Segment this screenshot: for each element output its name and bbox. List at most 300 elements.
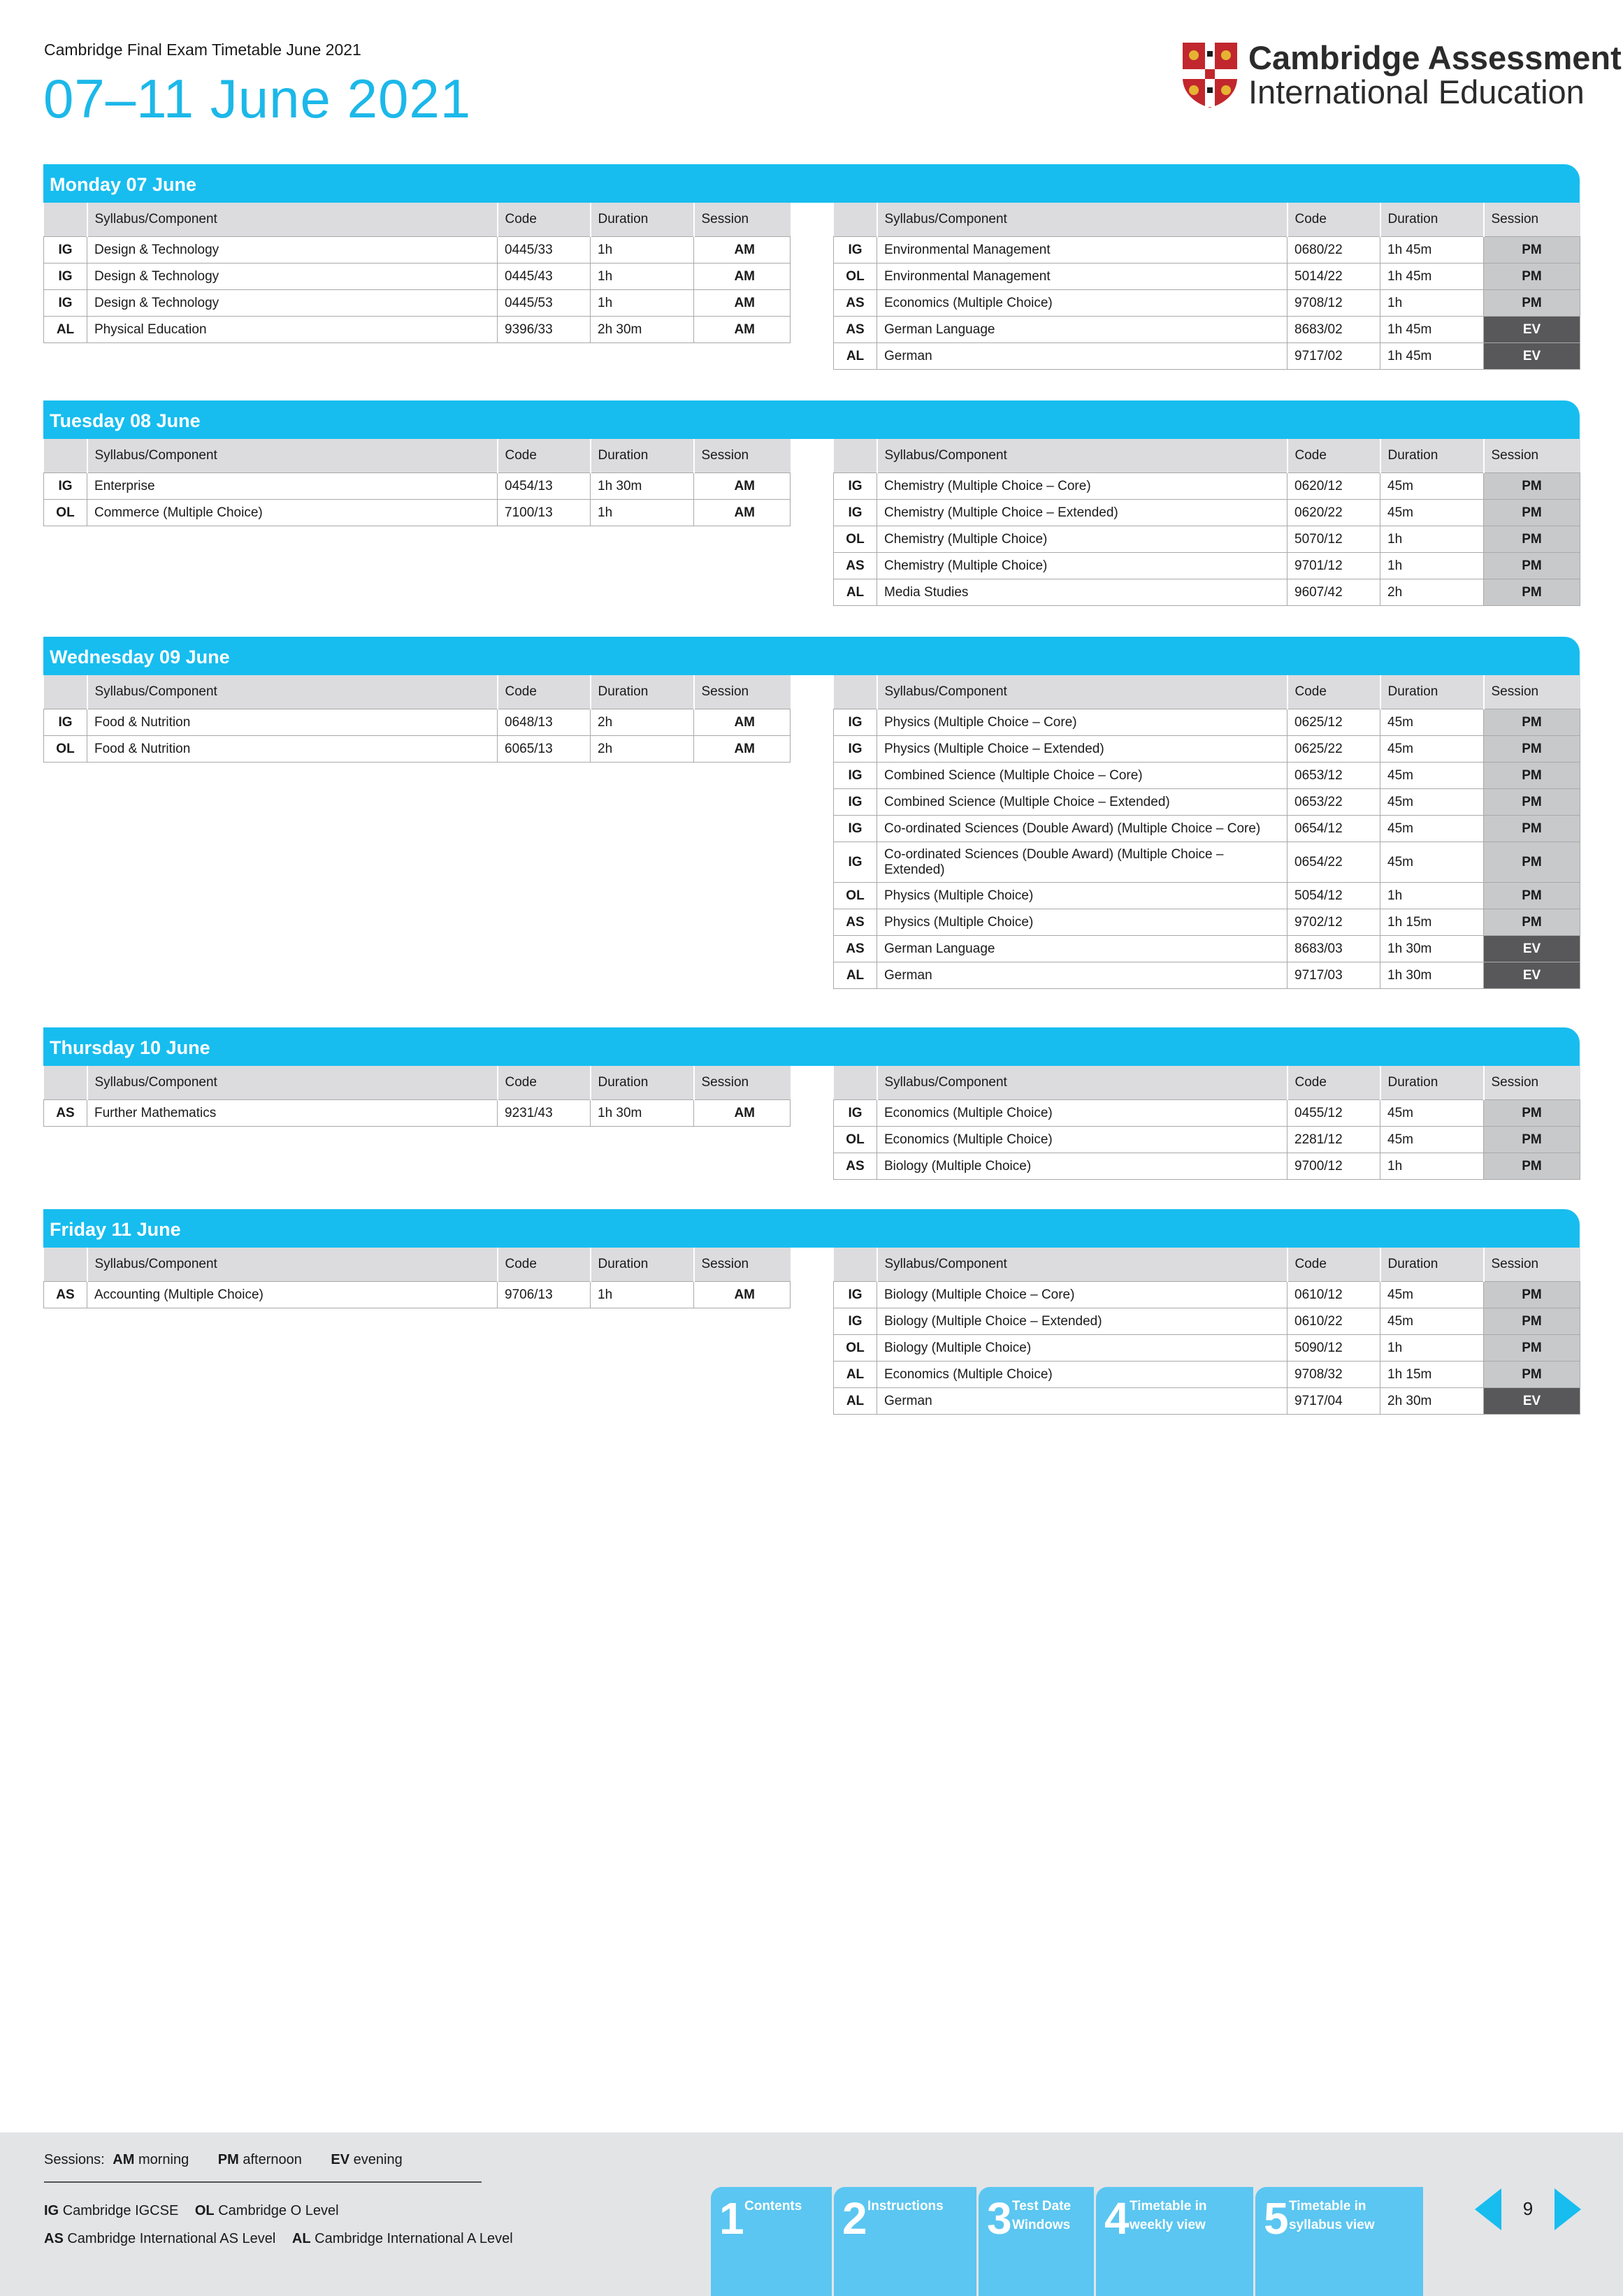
sessions-legend — [44, 2152, 428, 2168]
left-session-table — [43, 439, 791, 526]
right-session-table — [833, 675, 1580, 989]
table-row — [834, 290, 1580, 317]
session-badge: PM — [1484, 1127, 1580, 1153]
duration: 2h — [1380, 579, 1484, 606]
duration: 1h 30m — [591, 1100, 694, 1127]
column-header: Code — [498, 675, 591, 709]
column-header — [44, 1248, 87, 1282]
day-block — [43, 637, 1580, 983]
qual-as: AS Cambridge International AS Level — [44, 2231, 276, 2246]
duration: 2h 30m — [1380, 1388, 1484, 1415]
qualification-code: IG — [834, 1282, 877, 1308]
table-row — [834, 237, 1580, 263]
day-block — [43, 400, 1580, 600]
session-badge: AM — [694, 473, 791, 500]
left-session-table — [43, 203, 791, 343]
table-row — [44, 473, 791, 500]
session-badge: PM — [1484, 883, 1580, 909]
column-header: Syllabus/Component — [877, 1066, 1287, 1100]
qualification-code: IG — [834, 473, 877, 500]
table-row — [44, 709, 791, 736]
syllabus-name: German — [877, 343, 1287, 370]
duration: 2h — [591, 736, 694, 763]
syllabus-code: 8683/02 — [1287, 317, 1380, 343]
page-number: 9 — [1522, 2198, 1534, 2219]
table-row — [834, 263, 1580, 290]
duration: 45m — [1380, 1282, 1484, 1308]
duration: 45m — [1380, 709, 1484, 736]
session-badge: PM — [1484, 237, 1580, 263]
day-block — [43, 164, 1580, 363]
session-badge: AM — [694, 263, 791, 290]
duration: 1h 15m — [1380, 1362, 1484, 1388]
syllabus-code: 5090/12 — [1287, 1335, 1380, 1362]
column-header — [834, 203, 877, 237]
column-header: Session — [694, 1066, 791, 1100]
logo-line1: Cambridge Assessment — [1248, 39, 1622, 76]
syllabus-code: 0445/43 — [498, 263, 591, 290]
session-badge: PM — [1484, 736, 1580, 763]
qualification-code: OL — [834, 526, 877, 553]
nav-tab-contents[interactable] — [711, 2187, 832, 2296]
syllabus-code: 0610/22 — [1287, 1308, 1380, 1335]
qualification-code: IG — [834, 816, 877, 842]
session-badge: PM — [1484, 1308, 1580, 1335]
qualification-code: OL — [44, 500, 87, 526]
nav-tab-instructions[interactable] — [834, 2187, 976, 2296]
table-row — [834, 500, 1580, 526]
table-header-row — [44, 1248, 791, 1282]
table-row — [834, 736, 1580, 763]
qualification-code: IG — [44, 263, 87, 290]
table-row — [834, 763, 1580, 789]
qualification-code: AS — [44, 1282, 87, 1308]
logo — [1181, 41, 1622, 109]
column-header: Syllabus/Component — [877, 439, 1287, 473]
syllabus-name: Physics (Multiple Choice – Core) — [877, 709, 1287, 736]
qualification-code: IG — [834, 1100, 877, 1127]
qualification-code: AS — [834, 1153, 877, 1180]
column-header: Syllabus/Component — [87, 203, 498, 237]
nav-tab-label: Timetable in weekly view — [1130, 2199, 1207, 2232]
syllabus-code: 0653/22 — [1287, 789, 1380, 816]
column-header — [44, 675, 87, 709]
syllabus-code: 7100/13 — [498, 500, 591, 526]
column-header — [834, 1248, 877, 1282]
column-header: Code — [1287, 1248, 1380, 1282]
qualification-code: IG — [44, 290, 87, 317]
right-session-table — [833, 1066, 1580, 1180]
duration: 1h — [1380, 883, 1484, 909]
session-badge: PM — [1484, 263, 1580, 290]
duration: 1h — [1380, 526, 1484, 553]
column-header: Code — [1287, 675, 1380, 709]
qualification-code: AS — [834, 553, 877, 579]
syllabus-name: Physical Education — [87, 317, 498, 343]
session-badge: PM — [1484, 553, 1580, 579]
session-badge: PM — [1484, 709, 1580, 736]
column-header: Syllabus/Component — [877, 203, 1287, 237]
column-header: Session — [1484, 203, 1580, 237]
duration: 1h — [591, 263, 694, 290]
syllabus-code: 0654/22 — [1287, 842, 1380, 883]
syllabus-name: Biology (Multiple Choice – Extended) — [877, 1308, 1287, 1335]
syllabus-name: Combined Science (Multiple Choice – Core) — [877, 763, 1287, 789]
session-badge: PM — [1484, 290, 1580, 317]
syllabus-name: Environmental Management — [877, 237, 1287, 263]
left-session-table — [43, 1248, 791, 1308]
syllabus-code: 9701/12 — [1287, 553, 1380, 579]
qualification-code: OL — [44, 736, 87, 763]
duration: 1h 30m — [1380, 936, 1484, 962]
column-header — [44, 1066, 87, 1100]
table-row — [834, 1388, 1580, 1415]
session-badge: EV — [1484, 317, 1580, 343]
qual-al: AL Cambridge International A Level — [291, 2231, 513, 2246]
table-row — [834, 1153, 1580, 1180]
footer — [0, 2132, 1623, 2296]
column-header: Duration — [1380, 1066, 1484, 1100]
duration: 1h — [591, 290, 694, 317]
syllabus-name: Chemistry (Multiple Choice) — [877, 553, 1287, 579]
cambridge-shield-icon — [1181, 41, 1239, 108]
qualification-code: AL — [834, 1362, 877, 1388]
qualification-code: IG — [44, 709, 87, 736]
syllabus-code: 9231/43 — [498, 1100, 591, 1127]
session-badge: PM — [1484, 500, 1580, 526]
nav-tab-number: 5 — [1264, 2193, 1289, 2244]
qualification-code: IG — [834, 736, 877, 763]
syllabus-code: 0654/12 — [1287, 816, 1380, 842]
qualification-code: OL — [834, 263, 877, 290]
qualification-code: AL — [834, 1388, 877, 1415]
nav-tab-test-date-windows[interactable] — [979, 2187, 1094, 2296]
table-row — [44, 263, 791, 290]
session-badge: PM — [1484, 1153, 1580, 1180]
table-row — [44, 290, 791, 317]
session-badge: AM — [694, 1100, 791, 1127]
table-row — [834, 1308, 1580, 1335]
table-row — [44, 1100, 791, 1127]
table-header-row — [44, 675, 791, 709]
session-ev: EV evening — [331, 2152, 403, 2167]
syllabus-code: 9717/04 — [1287, 1388, 1380, 1415]
table-row — [834, 842, 1580, 883]
duration: 45m — [1380, 473, 1484, 500]
qualification-code: OL — [834, 1127, 877, 1153]
syllabus-name: German Language — [877, 936, 1287, 962]
session-badge: PM — [1484, 579, 1580, 606]
column-header: Code — [498, 203, 591, 237]
column-header — [44, 203, 87, 237]
column-header: Session — [694, 203, 791, 237]
syllabus-code: 0620/22 — [1287, 500, 1380, 526]
nav-tab-number: 4 — [1104, 2193, 1130, 2244]
column-header: Duration — [591, 439, 694, 473]
duration: 2h — [591, 709, 694, 736]
syllabus-name: Food & Nutrition — [87, 709, 498, 736]
column-header: Duration — [1380, 439, 1484, 473]
column-header: Duration — [1380, 203, 1484, 237]
qualification-code: IG — [834, 1308, 877, 1335]
session-pm: PM afternoon — [217, 2152, 302, 2167]
column-header: Syllabus/Component — [87, 1248, 498, 1282]
qualification-code: AL — [834, 343, 877, 370]
syllabus-name: Enterprise — [87, 473, 498, 500]
syllabus-code: 9717/03 — [1287, 962, 1380, 989]
session-badge: PM — [1484, 842, 1580, 883]
session-badge: PM — [1484, 909, 1580, 936]
qualification-code: IG — [834, 237, 877, 263]
duration: 1h 15m — [1380, 909, 1484, 936]
syllabus-name: Co-ordinated Sciences (Double Award) (Multiple Choice – Core) — [877, 816, 1287, 842]
table-row — [834, 962, 1580, 989]
session-badge: AM — [694, 237, 791, 263]
qualification-code: AL — [44, 317, 87, 343]
syllabus-name: Economics (Multiple Choice) — [877, 1362, 1287, 1388]
table-header-row — [834, 439, 1580, 473]
table-row — [44, 1282, 791, 1308]
column-header: Duration — [1380, 1248, 1484, 1282]
day-header: Wednesday 09 June — [43, 637, 1580, 675]
table-header-row — [834, 1248, 1580, 1282]
session-am: AM morning — [113, 2152, 189, 2167]
table-row — [834, 1335, 1580, 1362]
qual-ol: OL Cambridge O Level — [194, 2203, 339, 2218]
table-header-row — [44, 203, 791, 237]
table-row — [44, 237, 791, 263]
duration: 1h — [1380, 290, 1484, 317]
day-header: Friday 11 June — [43, 1209, 1580, 1248]
table-header-row — [834, 203, 1580, 237]
column-header — [834, 675, 877, 709]
duration: 1h 45m — [1380, 237, 1484, 263]
column-header: Syllabus/Component — [877, 1248, 1287, 1282]
sessions-label: Sessions: — [44, 2152, 105, 2167]
syllabus-name: Media Studies — [877, 579, 1287, 606]
table-header-row — [834, 1066, 1580, 1100]
session-badge: PM — [1484, 816, 1580, 842]
day-block — [43, 1027, 1580, 1174]
syllabus-code: 5014/22 — [1287, 263, 1380, 290]
session-badge: EV — [1484, 936, 1580, 962]
session-badge: EV — [1484, 343, 1580, 370]
column-header: Code — [1287, 203, 1380, 237]
column-header: Session — [1484, 675, 1580, 709]
table-row — [834, 1100, 1580, 1127]
session-badge: PM — [1484, 1335, 1580, 1362]
syllabus-name: Economics (Multiple Choice) — [877, 290, 1287, 317]
syllabus-code: 9706/13 — [498, 1282, 591, 1308]
syllabus-name: Environmental Management — [877, 263, 1287, 290]
duration: 1h 45m — [1380, 263, 1484, 290]
session-badge: AM — [694, 500, 791, 526]
table-row — [834, 317, 1580, 343]
nav-tab-weekly-view[interactable] — [1096, 2187, 1253, 2296]
column-header: Syllabus/Component — [877, 675, 1287, 709]
column-header: Syllabus/Component — [87, 1066, 498, 1100]
session-badge: EV — [1484, 1388, 1580, 1415]
qualification-code: IG — [44, 473, 87, 500]
day-block — [43, 1209, 1580, 1408]
syllabus-code: 0454/13 — [498, 473, 591, 500]
syllabus-name: Commerce (Multiple Choice) — [87, 500, 498, 526]
table-row — [834, 473, 1580, 500]
duration: 1h — [1380, 553, 1484, 579]
syllabus-code: 9717/02 — [1287, 343, 1380, 370]
qualification-code: OL — [834, 1335, 877, 1362]
section-nav — [711, 2187, 1425, 2296]
column-header: Session — [1484, 1248, 1580, 1282]
duration: 45m — [1380, 763, 1484, 789]
syllabus-name: Design & Technology — [87, 237, 498, 263]
table-header-row — [44, 439, 791, 473]
qual-ig: IG Cambridge IGCSE — [44, 2203, 179, 2218]
nav-tab-label: Contents — [744, 2199, 802, 2214]
day-header: Monday 07 June — [43, 164, 1580, 203]
syllabus-name: Further Mathematics — [87, 1100, 498, 1127]
syllabus-code: 0620/12 — [1287, 473, 1380, 500]
syllabus-code: 0445/33 — [498, 237, 591, 263]
syllabus-code: 0610/12 — [1287, 1282, 1380, 1308]
column-header: Session — [1484, 439, 1580, 473]
nav-tab-number: 1 — [719, 2193, 744, 2244]
qualification-code: OL — [834, 883, 877, 909]
duration: 45m — [1380, 816, 1484, 842]
triangle-right-icon[interactable] — [1555, 2188, 1581, 2230]
syllabus-name: Co-ordinated Sciences (Double Award) (Multiple Choice – Extended) — [877, 842, 1287, 883]
column-header: Code — [1287, 1066, 1380, 1100]
column-header: Code — [1287, 439, 1380, 473]
syllabus-name: Economics (Multiple Choice) — [877, 1127, 1287, 1153]
syllabus-name: Physics (Multiple Choice) — [877, 909, 1287, 936]
right-session-table — [833, 203, 1580, 370]
column-header — [44, 439, 87, 473]
table-row — [834, 1282, 1580, 1308]
duration: 1h — [591, 1282, 694, 1308]
pager — [1475, 2188, 1580, 2230]
duration: 1h 30m — [591, 473, 694, 500]
qualification-code: IG — [834, 500, 877, 526]
qualification-code: AL — [834, 579, 877, 606]
table-row — [834, 709, 1580, 736]
qualification-code: AL — [834, 962, 877, 989]
table-row — [44, 736, 791, 763]
nav-tab-label: Timetable in syllabus view — [1289, 2199, 1375, 2232]
syllabus-name: Chemistry (Multiple Choice) — [877, 526, 1287, 553]
syllabus-code: 0680/22 — [1287, 237, 1380, 263]
logo-line2: International Education — [1248, 73, 1585, 110]
table-row — [834, 883, 1580, 909]
syllabus-code: 5054/12 — [1287, 883, 1380, 909]
table-header-row — [834, 675, 1580, 709]
table-row — [834, 936, 1580, 962]
nav-tab-label: Test Date Windows — [1012, 2199, 1072, 2232]
syllabus-code: 0648/13 — [498, 709, 591, 736]
table-row — [834, 526, 1580, 553]
duration: 1h — [591, 237, 694, 263]
table-row — [834, 909, 1580, 936]
column-header: Session — [694, 439, 791, 473]
column-header — [834, 1066, 877, 1100]
syllabus-name: Biology (Multiple Choice) — [877, 1335, 1287, 1362]
duration: 1h 45m — [1380, 343, 1484, 370]
table-row — [834, 789, 1580, 816]
qualification-code: IG — [44, 237, 87, 263]
column-header — [834, 439, 877, 473]
table-row — [834, 1127, 1580, 1153]
syllabus-name: Physics (Multiple Choice) — [877, 883, 1287, 909]
qualification-code: AS — [834, 317, 877, 343]
syllabus-code: 9700/12 — [1287, 1153, 1380, 1180]
day-header: Thursday 10 June — [43, 1027, 1580, 1066]
syllabus-name: German — [877, 1388, 1287, 1415]
syllabus-code: 0455/12 — [1287, 1100, 1380, 1127]
table-row — [834, 579, 1580, 606]
column-header: Syllabus/Component — [87, 439, 498, 473]
column-header: Session — [694, 1248, 791, 1282]
session-badge: AM — [694, 736, 791, 763]
duration: 2h 30m — [591, 317, 694, 343]
duration: 45m — [1380, 789, 1484, 816]
syllabus-name: Combined Science (Multiple Choice – Extended) — [877, 789, 1287, 816]
session-badge: PM — [1484, 1100, 1580, 1127]
duration: 45m — [1380, 500, 1484, 526]
syllabus-code: 9708/12 — [1287, 290, 1380, 317]
duration: 1h — [591, 500, 694, 526]
right-session-table — [833, 439, 1580, 606]
syllabus-code: 0445/53 — [498, 290, 591, 317]
column-header: Duration — [591, 203, 694, 237]
duration: 45m — [1380, 736, 1484, 763]
column-header: Session — [694, 675, 791, 709]
qualification-code: IG — [834, 842, 877, 883]
day-header: Tuesday 08 June — [43, 400, 1580, 439]
syllabus-name: Accounting (Multiple Choice) — [87, 1282, 498, 1308]
syllabus-code: 2281/12 — [1287, 1127, 1380, 1153]
session-badge: AM — [694, 1282, 791, 1308]
legend-divider — [44, 2181, 482, 2183]
table-row — [834, 816, 1580, 842]
column-header: Session — [1484, 1066, 1580, 1100]
duration: 45m — [1380, 1100, 1484, 1127]
session-badge: PM — [1484, 1282, 1580, 1308]
syllabus-name: Physics (Multiple Choice – Extended) — [877, 736, 1287, 763]
table-row — [44, 500, 791, 526]
qualification-code: IG — [834, 763, 877, 789]
column-header: Duration — [591, 1248, 694, 1282]
syllabus-code: 0625/22 — [1287, 736, 1380, 763]
column-header: Duration — [1380, 675, 1484, 709]
syllabus-name: Chemistry (Multiple Choice – Core) — [877, 473, 1287, 500]
duration: 1h 30m — [1380, 962, 1484, 989]
table-row — [834, 343, 1580, 370]
right-session-table — [833, 1248, 1580, 1415]
qualification-code: IG — [834, 709, 877, 736]
doc-title: Cambridge Final Exam Timetable June 2021 — [44, 41, 361, 59]
syllabus-name: Food & Nutrition — [87, 736, 498, 763]
table-row — [834, 553, 1580, 579]
column-header: Code — [498, 1248, 591, 1282]
duration: 1h 45m — [1380, 317, 1484, 343]
syllabus-name: German Language — [877, 317, 1287, 343]
syllabus-name: German — [877, 962, 1287, 989]
column-header: Code — [498, 439, 591, 473]
nav-tab-syllabus-view[interactable] — [1255, 2187, 1423, 2296]
syllabus-code: 5070/12 — [1287, 526, 1380, 553]
table-row — [44, 317, 791, 343]
qualification-legend — [44, 2197, 526, 2253]
